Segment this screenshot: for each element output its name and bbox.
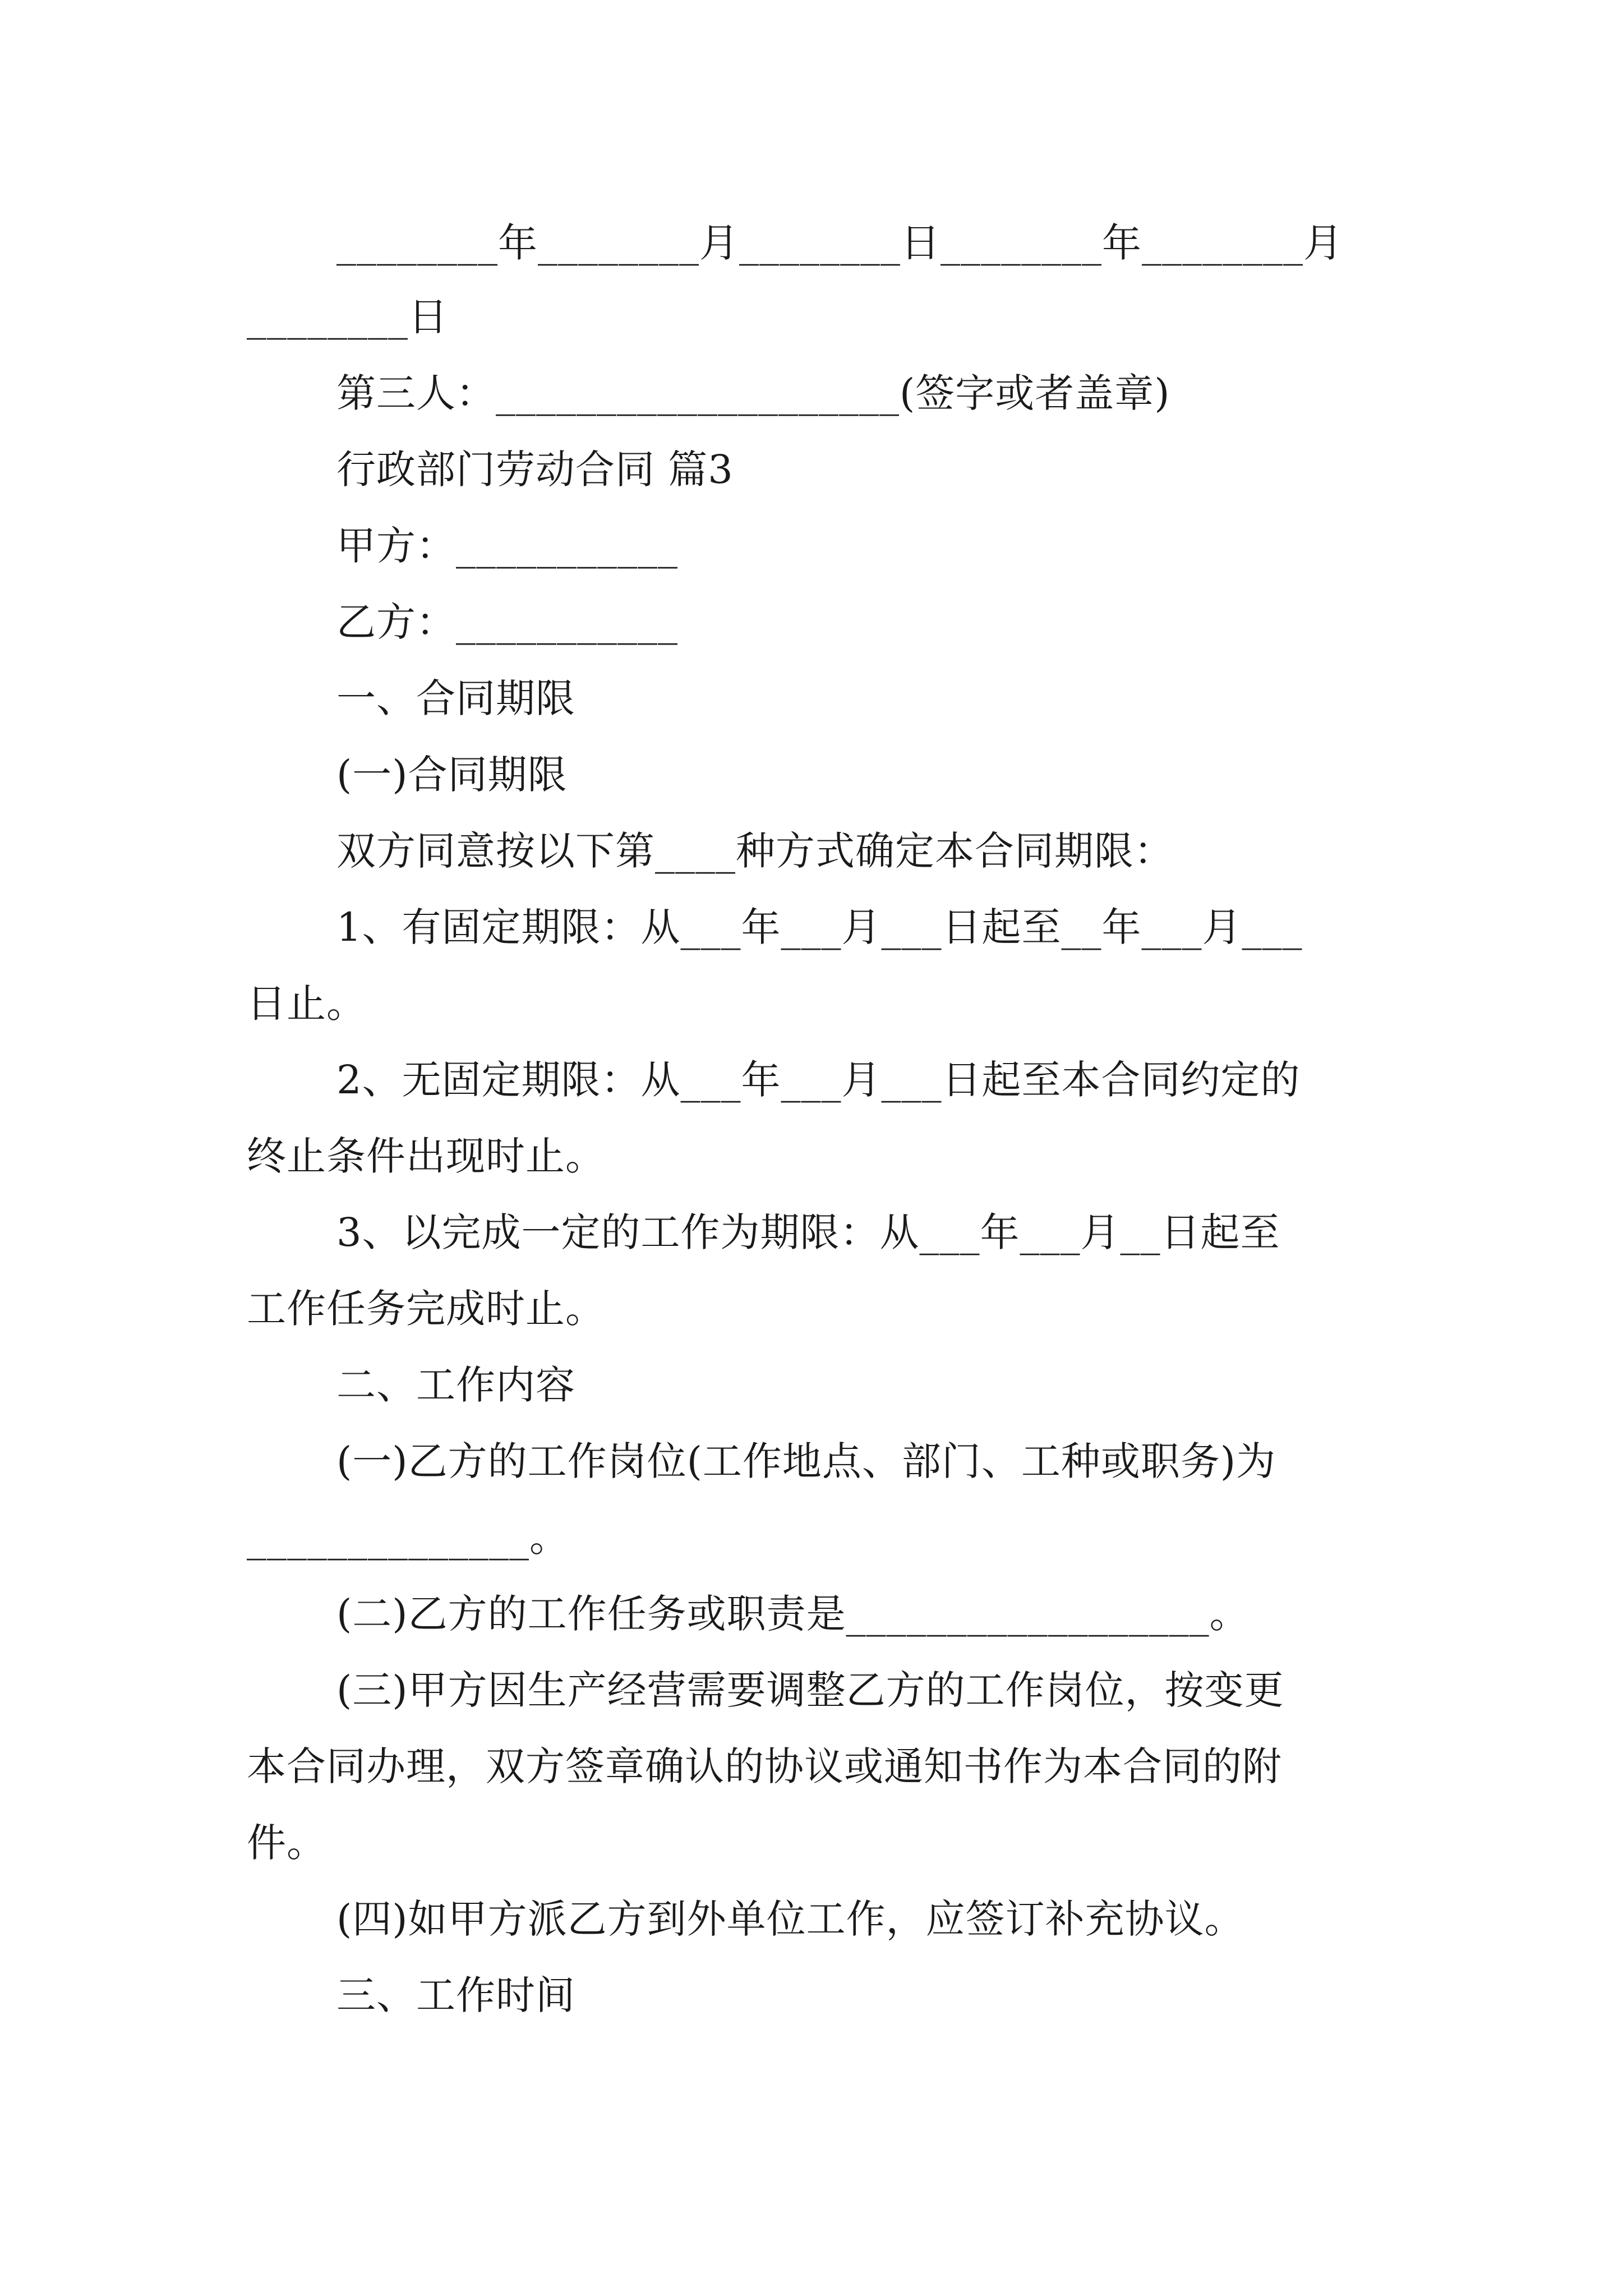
open-term-line: 2、无固定期限：从___年___月___日起至本合同约定的 xyxy=(336,1057,1301,1103)
party-b-line: 乙方：___________ xyxy=(336,599,678,645)
term-method-paragraph: 双方同意按以下第____种方式确定本合同期限： xyxy=(336,828,1174,874)
external-assignment-line: (四)如甲方派乙方到外单位工作，应签订补充协议。 xyxy=(336,1896,1244,1942)
contract-title: 行政部门劳动合同 篇3 xyxy=(336,447,734,493)
position-adjustment-line: (三)甲方因生产经营需要调整乙方的工作岗位，按变更 xyxy=(336,1667,1284,1713)
date-blanks-line: ________年________月________日________年________月 xyxy=(336,220,1343,266)
subsection-heading-term: (一)合同期限 xyxy=(336,752,568,798)
party-a-line: 甲方：___________ xyxy=(336,523,678,569)
third-party-signature-line: 第三人：____________________(签字或者盖章) xyxy=(336,370,1170,416)
section-heading-term: 一、合同期限 xyxy=(336,675,575,721)
work-position-line: (一)乙方的工作岗位(工作地点、部门、工种或职务)为 xyxy=(336,1438,1276,1484)
open-term-continuation: 终止条件出现时止。 xyxy=(247,1133,605,1179)
section-heading-work-content: 二、工作内容 xyxy=(336,1362,575,1408)
date-blanks-continuation: ________日 xyxy=(247,294,448,340)
task-term-line: 3、以完成一定的工作为期限：从___年___月__日起至 xyxy=(336,1209,1280,1255)
position-adjustment-continuation: 本合同办理，双方签章确认的协议或通知书作为本合同的附 xyxy=(247,1743,1282,1789)
fixed-term-continuation: 日止。 xyxy=(247,981,366,1027)
fixed-term-line: 1、有固定期限：从___年___月___日起至__年___月___ xyxy=(336,904,1303,950)
work-duties-line: (二)乙方的工作任务或职责是__________________。 xyxy=(336,1591,1249,1637)
work-position-continuation: ______________。 xyxy=(247,1515,569,1561)
task-term-continuation: 工作任务完成时止。 xyxy=(247,1286,605,1332)
section-heading-working-hours: 三、工作时间 xyxy=(336,1972,575,2018)
position-adjustment-end: 件。 xyxy=(247,1820,326,1866)
